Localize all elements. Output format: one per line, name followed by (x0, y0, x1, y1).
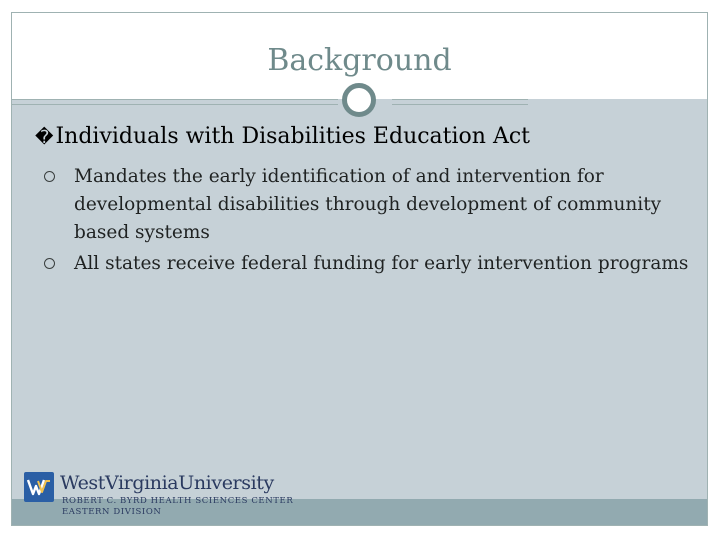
bullet-text: All states receive federal funding for early intervention programs (74, 253, 689, 274)
heading-bullet-icon: � (35, 127, 54, 148)
logo-subtitle-2: EASTERN DIVISION (62, 507, 162, 517)
list-item (34, 163, 694, 247)
wvu-logo (24, 472, 294, 517)
slide (11, 12, 708, 526)
circle-ornament-icon (342, 83, 376, 117)
heading (35, 124, 530, 149)
heading-text: Individuals with Disabilities Education Act (55, 124, 531, 149)
ring-bullet-icon (44, 258, 55, 269)
slide-title: Background (267, 43, 452, 78)
title-rule-right (392, 99, 528, 105)
logo-title: WestVirginiaUniversity (60, 472, 274, 494)
logo-subtitle: ROBERT C. BYRD HEALTH SCIENCES CENTER (62, 496, 294, 506)
bullet-list (34, 163, 694, 281)
list-item (34, 250, 694, 278)
ring-bullet-icon (44, 171, 55, 182)
bullet-text: Mandates the early identification of and intervention for developmental disabilities through development of community based systems (74, 166, 662, 243)
title-rule-left (12, 99, 338, 105)
wv-flying-wv-icon (24, 472, 54, 502)
